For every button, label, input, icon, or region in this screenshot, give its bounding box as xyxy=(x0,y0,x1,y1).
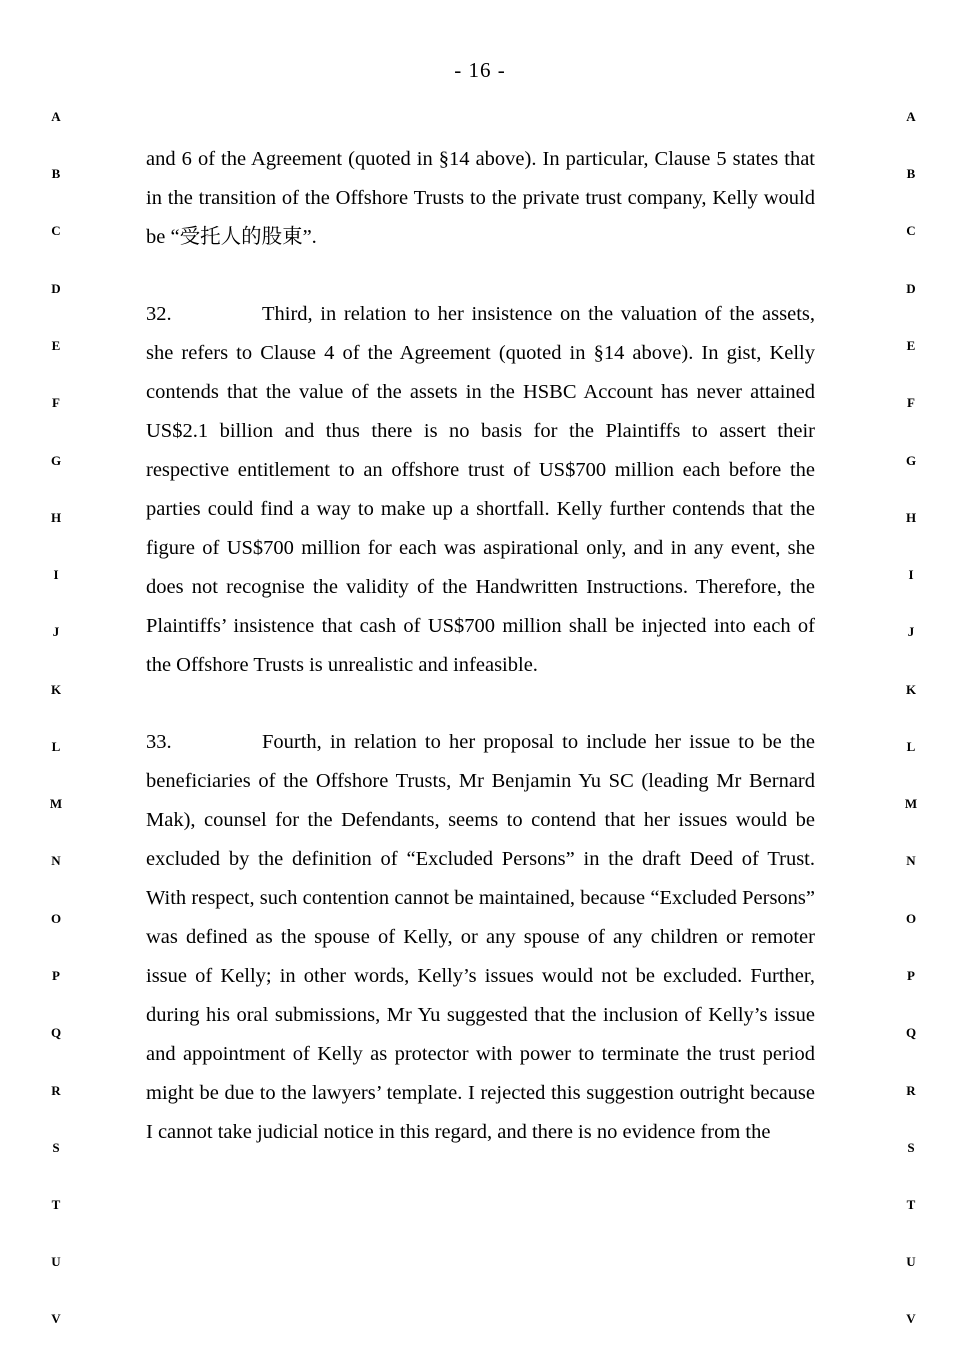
margin-letter: Q xyxy=(905,1025,917,1040)
margin-letter: N xyxy=(906,853,916,868)
paragraph-text: Fourth, in relation to her proposal to include her issue to be the beneficiaries of the Offshore Trusts, Mr Benjamin Yu SC (leading Mr Bernard Mak), counsel for the Defendants, seems to contend that her issues would be excluded by the definition of “Excluded Persons” in the draft Deed of Trust. With respect, such contention cannot be maintained, because “Excluded Persons” was defined as the spouse of Kelly, or any spouse of any children or remoter issue of Kelly; in other words, Kelly’s issues would not be excluded. Further, during his oral submissions, Mr Yu suggested that the inclusion of Kelly’s issue and appointment of Kelly as protector with power to terminate the trust period might be due to the lawyers’ template. I rejected this suggestion outright because I cannot take judicial notice in this regard, and there is no evidence from the xyxy=(146,731,815,1143)
margin-letter: B xyxy=(906,166,916,181)
margin-letter: V xyxy=(906,1311,916,1326)
margin-letter: M xyxy=(904,796,918,811)
margin-letter: I xyxy=(53,567,59,582)
margin-letter: U xyxy=(906,1254,916,1269)
judgment-body xyxy=(146,140,815,1152)
margin-letter: C xyxy=(51,223,61,238)
margin-letter: A xyxy=(906,109,916,124)
margin-letter: I xyxy=(908,567,914,582)
margin-letter: K xyxy=(905,682,917,697)
margin-letter: V xyxy=(51,1311,61,1326)
margin-letter: U xyxy=(51,1254,61,1269)
margin-letter: T xyxy=(51,1197,61,1212)
margin-letter: D xyxy=(51,281,61,296)
paragraph-33 xyxy=(146,723,815,1152)
margin-letter: A xyxy=(51,109,61,124)
margin-letter: O xyxy=(50,911,62,926)
margin-letter: H xyxy=(50,510,62,525)
margin-letter: M xyxy=(49,796,63,811)
margin-letter: B xyxy=(51,166,61,181)
margin-letter: P xyxy=(907,968,915,983)
paragraph-gap xyxy=(146,257,815,295)
margin-letter: C xyxy=(906,223,916,238)
margin-letter: S xyxy=(907,1140,915,1155)
margin-letter: H xyxy=(905,510,917,525)
paragraph-number: 33. xyxy=(146,731,172,753)
margin-letter: F xyxy=(907,395,915,410)
margin-letter: T xyxy=(906,1197,916,1212)
margin-letter: R xyxy=(906,1083,916,1098)
margin-letter: Q xyxy=(50,1025,62,1040)
margin-letter: S xyxy=(52,1140,60,1155)
margin-letter: J xyxy=(52,624,60,639)
margin-letter: J xyxy=(907,624,915,639)
margin-letter: N xyxy=(51,853,61,868)
paragraph-text: Third, in relation to her insistence on the valuation of the assets, she refers to Clause 4 of the Agreement (quoted in §14 above). In gist, Kelly contends that the value of the assets in the HSBC Account has never attained US$2.1 billion and thus there is no basis for the Plaintiffs to assert their respective entitlement to an offshore trust of US$700 million each before the parties could find a way to make up a shortfall. Kelly further contends that the figure of US$700 million for each was aspirational only, and in any event, she does not recognise the validity of the Handwritten Instructions. Therefore, the Plaintiffs’ insistence that cash of US$700 million shall be injected into each of the Offshore Trusts is unrealistic and infeasible. xyxy=(146,303,815,676)
margin-letter: K xyxy=(50,682,62,697)
margin-letter: E xyxy=(51,338,61,353)
margin-letter: D xyxy=(906,281,916,296)
margin-letter: L xyxy=(51,739,61,754)
margin-letter: E xyxy=(906,338,916,353)
paragraph-gap xyxy=(146,685,815,723)
margin-letter: F xyxy=(52,395,60,410)
margin-letter: R xyxy=(51,1083,61,1098)
margin-letter: P xyxy=(52,968,60,983)
paragraph-32 xyxy=(146,295,815,685)
paragraph-number: 32. xyxy=(146,303,172,325)
margin-letter: G xyxy=(905,453,917,468)
page-number: - 16 - xyxy=(454,58,506,82)
paragraph-continuation: and 6 of the Agreement (quoted in §14 above). In particular, Clause 5 states that in the transition of the Offshore Trusts to the private trust company, Kelly would be “受托人的股東”. xyxy=(146,148,815,248)
margin-letter: L xyxy=(906,739,916,754)
margin-letter: G xyxy=(50,453,62,468)
margin-letter: O xyxy=(905,911,917,926)
